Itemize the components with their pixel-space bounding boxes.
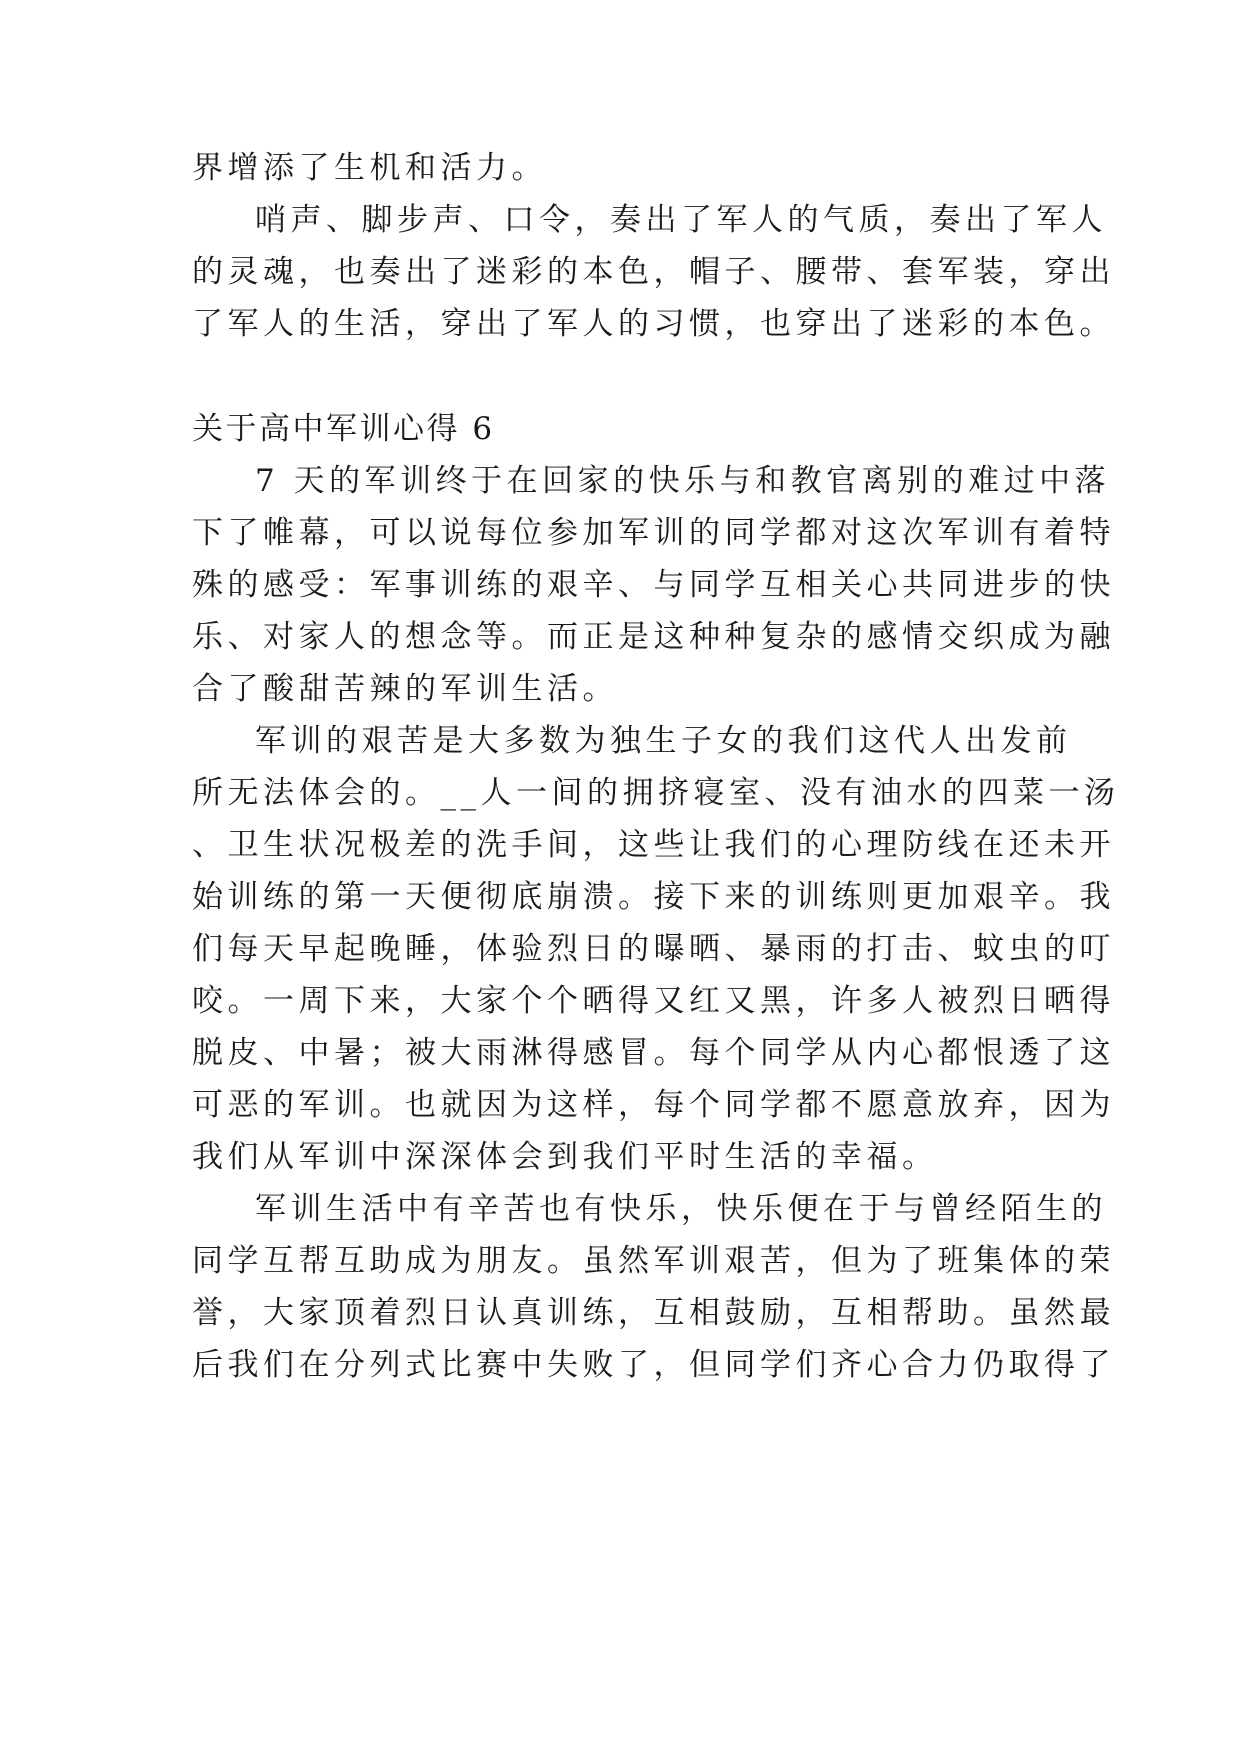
text-line: 们每天早起晚睡，体验烈日的曝晒、暴雨的打击、蚊虫的叮	[192, 931, 1115, 967]
text-line: 了军人的生活，穿出了军人的习惯，也穿出了迷彩的本色。	[192, 306, 1115, 342]
section-heading: 关于高中军训心得 6	[192, 411, 495, 447]
paragraph-first-line: 军训生活中有辛苦也有快乐，快乐便在于与曾经陌生的	[255, 1191, 1107, 1227]
text-line: 、卫生状况极差的洗手间，这些让我们的心理防线在还未开	[192, 827, 1115, 863]
text-line: 始训练的第一天便彻底崩溃。接下来的训练则更加艰辛。我	[192, 879, 1115, 915]
text-line: 同学互帮互助成为朋友。虽然军训艰苦，但为了班集体的荣	[192, 1243, 1115, 1279]
text-line: 合了酸甜苦辣的军训生活。	[192, 671, 618, 707]
paragraph-first-line: 7 天的军训终于在回家的快乐与和教官离别的难过中落	[255, 463, 1111, 499]
text-line: 所无法体会的。__人一间的拥挤寝室、没有油水的四菜一汤	[192, 775, 1120, 811]
text-line: 下了帷幕，可以说每位参加军训的同学都对这次军训有着特	[192, 515, 1115, 551]
text-line: 殊的感受：军事训练的艰辛、与同学互相关心共同进步的快	[192, 567, 1115, 603]
paragraph-first-line: 军训的艰苦是大多数为独生子女的我们这代人出发前	[255, 723, 1072, 759]
text-line: 的灵魂，也奏出了迷彩的本色，帽子、腰带、套军装，穿出	[192, 254, 1115, 290]
paragraph-first-line: 哨声、脚步声、口令，奏出了军人的气质，奏出了军人	[255, 202, 1107, 238]
text-line: 咬。一周下来，大家个个晒得又红又黑，许多人被烈日晒得	[192, 983, 1115, 1019]
text-line: 誉，大家顶着烈日认真训练，互相鼓励，互相帮助。虽然最	[192, 1295, 1115, 1331]
text-line: 后我们在分列式比赛中失败了，但同学们齐心合力仍取得了	[192, 1347, 1115, 1383]
text-line: 我们从军训中深深体会到我们平时生活的幸福。	[192, 1139, 938, 1175]
text-line: 可恶的军训。也就因为这样，每个同学都不愿意放弃，因为	[192, 1087, 1115, 1123]
text-line: 脱皮、中暑；被大雨淋得感冒。每个同学从内心都恨透了这	[192, 1035, 1115, 1071]
text-line: 界增添了生机和活力。	[192, 150, 547, 186]
text-line: 乐、对家人的想念等。而正是这种种复杂的感情交织成为融	[192, 619, 1115, 655]
